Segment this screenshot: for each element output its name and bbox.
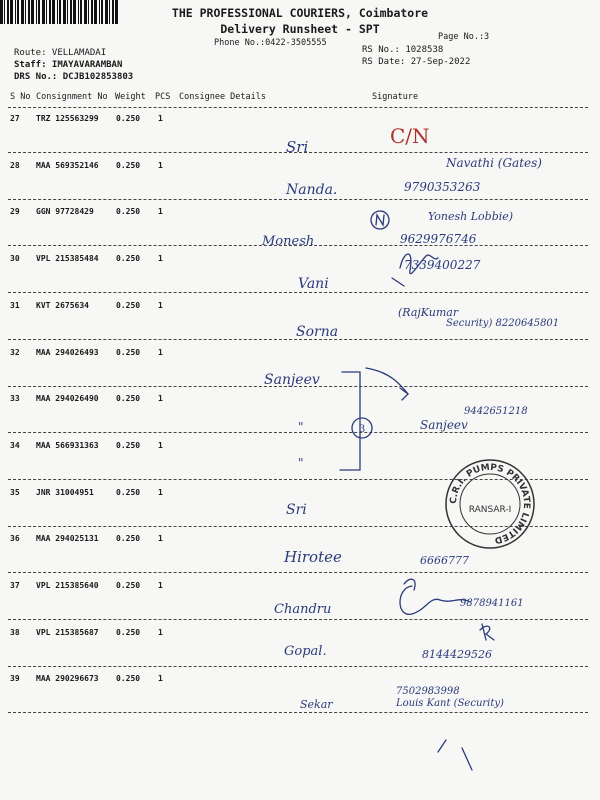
row-pcs: 1 bbox=[158, 628, 163, 637]
row-weight: 0.250 bbox=[116, 581, 141, 590]
hw-signature: 8144429526 bbox=[422, 648, 492, 661]
row-consignment: MAA 294026493 bbox=[36, 348, 99, 357]
hw-signature: Security) 8220645801 bbox=[446, 318, 560, 329]
row-weight: 0.250 bbox=[116, 394, 141, 403]
row-weight: 0.250 bbox=[116, 534, 141, 543]
row-weight: 0.250 bbox=[116, 301, 141, 310]
hw-name: " bbox=[298, 420, 304, 434]
hw-signature: (RajKumar bbox=[398, 306, 459, 319]
row-sno: 33 bbox=[10, 394, 20, 403]
hw-signature: Sanjeev bbox=[420, 418, 468, 432]
stamp-center-text: RANSAR-I bbox=[468, 505, 512, 515]
staff: Staff: IMAYAVARAMBAN bbox=[14, 60, 123, 70]
hw-signature: 9442651218 bbox=[464, 406, 528, 417]
row-weight: 0.250 bbox=[116, 628, 141, 637]
col-consignment: Consignment No bbox=[36, 92, 108, 102]
hw-signature: Navathi (Gates) bbox=[446, 156, 542, 170]
row-consignment: TRZ 125563299 bbox=[36, 114, 99, 123]
row-pcs: 1 bbox=[158, 114, 163, 123]
hw-name: Sri bbox=[286, 138, 309, 156]
hw-signature: C/N bbox=[390, 124, 430, 148]
row-sno: 38 bbox=[10, 628, 20, 637]
col-sno: S No bbox=[10, 92, 31, 102]
hw-name: Sorna bbox=[296, 324, 339, 340]
hw-name: Chandru bbox=[274, 602, 332, 617]
row-consignment: MAA 566931363 bbox=[36, 441, 99, 450]
row-consignment: GGN 97728429 bbox=[36, 207, 94, 216]
row-pcs: 1 bbox=[158, 254, 163, 263]
col-weight: Weight bbox=[115, 92, 146, 102]
row-sno: 37 bbox=[10, 581, 20, 590]
row-sno: 32 bbox=[10, 348, 20, 357]
row-weight: 0.250 bbox=[116, 161, 141, 170]
row-pcs: 1 bbox=[158, 161, 163, 170]
hw-name: Monesh bbox=[262, 234, 315, 249]
circled-number-text: 3 bbox=[358, 424, 366, 435]
document-title: THE PROFESSIONAL COURIERS, Coimbatore bbox=[171, 6, 429, 20]
row-weight: 0.250 bbox=[116, 114, 141, 123]
row-sno: 34 bbox=[10, 441, 20, 450]
row-pcs: 1 bbox=[158, 441, 163, 450]
row-weight: 0.250 bbox=[116, 207, 141, 216]
row-weight: 0.250 bbox=[116, 254, 141, 263]
row-pcs: 1 bbox=[158, 394, 163, 403]
col-pcs: PCS bbox=[155, 92, 171, 102]
hw-name: Hirotee bbox=[284, 548, 342, 566]
drs-number: DRS No.: DCJB102853803 bbox=[14, 72, 134, 82]
row-sno: 39 bbox=[10, 674, 20, 683]
row-weight: 0.250 bbox=[116, 674, 141, 683]
row-pcs: 1 bbox=[158, 348, 163, 357]
rs-date: RS Date: 27-Sep-2022 bbox=[362, 57, 471, 67]
hw-name: Sekar bbox=[300, 698, 333, 711]
bracket-mark bbox=[340, 372, 360, 470]
row-weight: 0.250 bbox=[116, 441, 141, 450]
arrow-mark bbox=[366, 368, 408, 394]
hw-signature: 9790353263 bbox=[404, 180, 481, 194]
document-subtitle: Delivery Runsheet - SPT bbox=[220, 22, 380, 36]
rs-number: RS No.: 1028538 bbox=[362, 45, 444, 55]
stamp-ring-text: C.R.I. PUMPS PRIVATE LIMITED bbox=[448, 462, 532, 545]
col-signature: Signature bbox=[372, 92, 419, 102]
row-sno: 31 bbox=[10, 301, 20, 310]
row-consignment: VPL 215385687 bbox=[36, 628, 99, 637]
hw-name: Vani bbox=[298, 276, 329, 292]
row-weight: 0.250 bbox=[116, 348, 141, 357]
hw-signature: 9878941161 bbox=[460, 598, 524, 609]
hw-name: Nanda. bbox=[286, 182, 338, 198]
row-consignment: JNR 31004951 bbox=[36, 488, 94, 497]
hw-signature: Yonesh Lobbie) bbox=[428, 210, 514, 223]
row-sno: 27 bbox=[10, 114, 20, 123]
row-sno: 29 bbox=[10, 207, 20, 216]
row-sno: 35 bbox=[10, 488, 20, 497]
row-pcs: 1 bbox=[158, 581, 163, 590]
row-pcs: 1 bbox=[158, 207, 163, 216]
row-consignment: MAA 294025131 bbox=[36, 534, 99, 543]
hw-signature: 6666777 bbox=[420, 554, 469, 567]
row-consignment: MAA 569352146 bbox=[36, 161, 99, 170]
hw-signature: 7502983998 bbox=[396, 686, 460, 697]
phone-number: Phone No.:0422-3505555 bbox=[214, 38, 327, 48]
row-sno: 30 bbox=[10, 254, 20, 263]
hw-signature: 9629976746 bbox=[400, 232, 477, 246]
hw-signature: 7339400227 bbox=[404, 258, 481, 272]
row-consignment: MAA 294026490 bbox=[36, 394, 99, 403]
hw-name: Gopal. bbox=[284, 644, 327, 659]
hw-name: " bbox=[298, 456, 304, 470]
row-consignment: VPL 215385640 bbox=[36, 581, 99, 590]
company-stamp bbox=[446, 460, 534, 548]
row-pcs: 1 bbox=[158, 488, 163, 497]
row-weight: 0.250 bbox=[116, 488, 141, 497]
row-pcs: 1 bbox=[158, 674, 163, 683]
row-sno: 28 bbox=[10, 161, 20, 170]
row-pcs: 1 bbox=[158, 301, 163, 310]
row-pcs: 1 bbox=[158, 534, 163, 543]
page-number: Page No.:3 bbox=[438, 32, 490, 42]
row-consignment: MAA 290296673 bbox=[36, 674, 99, 683]
row-consignment: VPL 215385484 bbox=[36, 254, 99, 263]
row-sno: 36 bbox=[10, 534, 20, 543]
route: Route: VELLAMADAI bbox=[14, 48, 107, 58]
col-details: Consignee Details bbox=[179, 92, 266, 102]
hw-name: Sanjeev bbox=[264, 372, 320, 388]
row-consignment: KVT 2675634 bbox=[36, 301, 89, 310]
hw-signature: Louis Kant (Security) bbox=[396, 698, 504, 709]
hw-name: Sri bbox=[286, 502, 307, 518]
